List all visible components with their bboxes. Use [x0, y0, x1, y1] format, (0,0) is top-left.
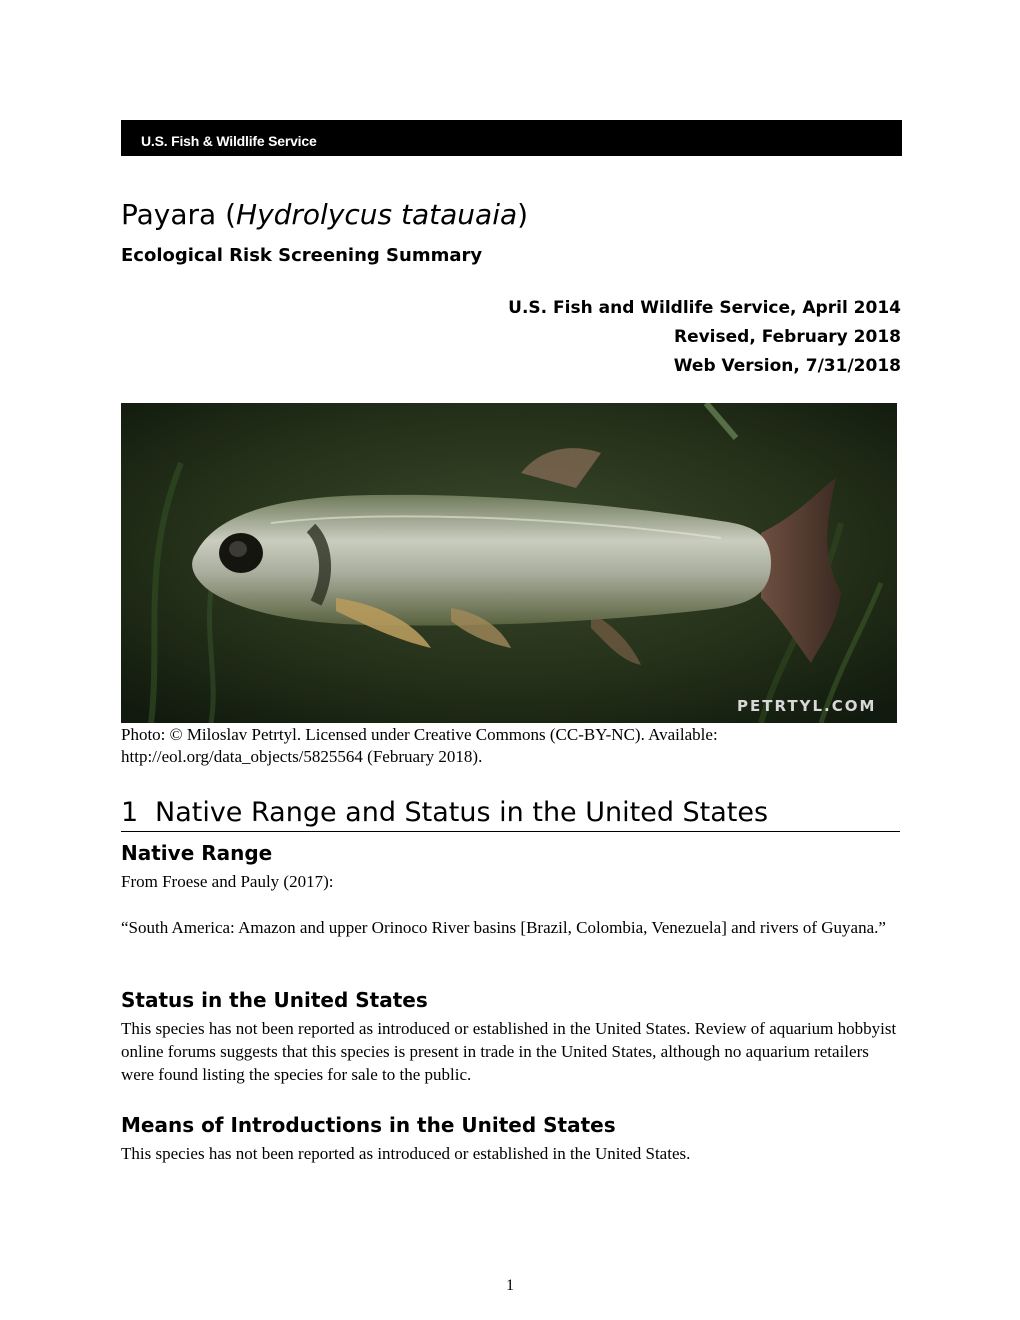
native-range-source: From Froese and Pauly (2017): [121, 872, 334, 891]
fish-photo [121, 403, 897, 723]
page-number: 1 [506, 1277, 514, 1294]
page-subtitle: Ecological Risk Screening Summary [121, 245, 483, 266]
section-number: 1 [121, 797, 139, 828]
agency-banner [121, 120, 902, 156]
common-name: Payara [121, 198, 217, 231]
scientific-name: Hydrolycus tatauaia [236, 198, 518, 231]
means-of-introduction-heading: Means of Introductions in the United States [121, 1113, 616, 1137]
agency-name: U.S. Fish & Wildlife Service [141, 133, 317, 149]
section-1-heading [121, 795, 900, 832]
meta-web-version: Web Version, 7/31/2018 [673, 356, 901, 376]
native-range-quote: “South America: Amazon and upper Orinoco River basins [Brazil, Colombia, Venezuela] and rivers of Guyana.” [121, 918, 886, 937]
status-text: This species has not been reported as introduced or established in the United States. Review of aquarium hobbyist online forums suggests that this species is present in trade in the United States, although no aquarium retailers were found listing the species for sale to the public. [121, 1019, 897, 1084]
meta-revised: Revised, February 2018 [673, 327, 901, 347]
title-open-paren: ( [216, 198, 237, 231]
means-of-introduction-text: This species has not been reported as introduced or established in the United States. [121, 1144, 691, 1163]
photo-caption: Photo: © Miloslav Petrtyl. Licensed under Creative Commons (CC-BY-NC). Available: http://eol.org/data_objects/5825564 (February 2018). [121, 725, 718, 766]
section-title: Native Range and Status in the United States [155, 797, 769, 828]
page-title [121, 196, 528, 234]
photo-watermark: PETRTYL.COM [737, 697, 877, 715]
title-close-paren: ) [517, 198, 529, 231]
meta-author-date: U.S. Fish and Wildlife Service, April 2014 [508, 298, 901, 318]
native-range-heading: Native Range [121, 841, 273, 865]
status-heading: Status in the United States [121, 988, 428, 1012]
